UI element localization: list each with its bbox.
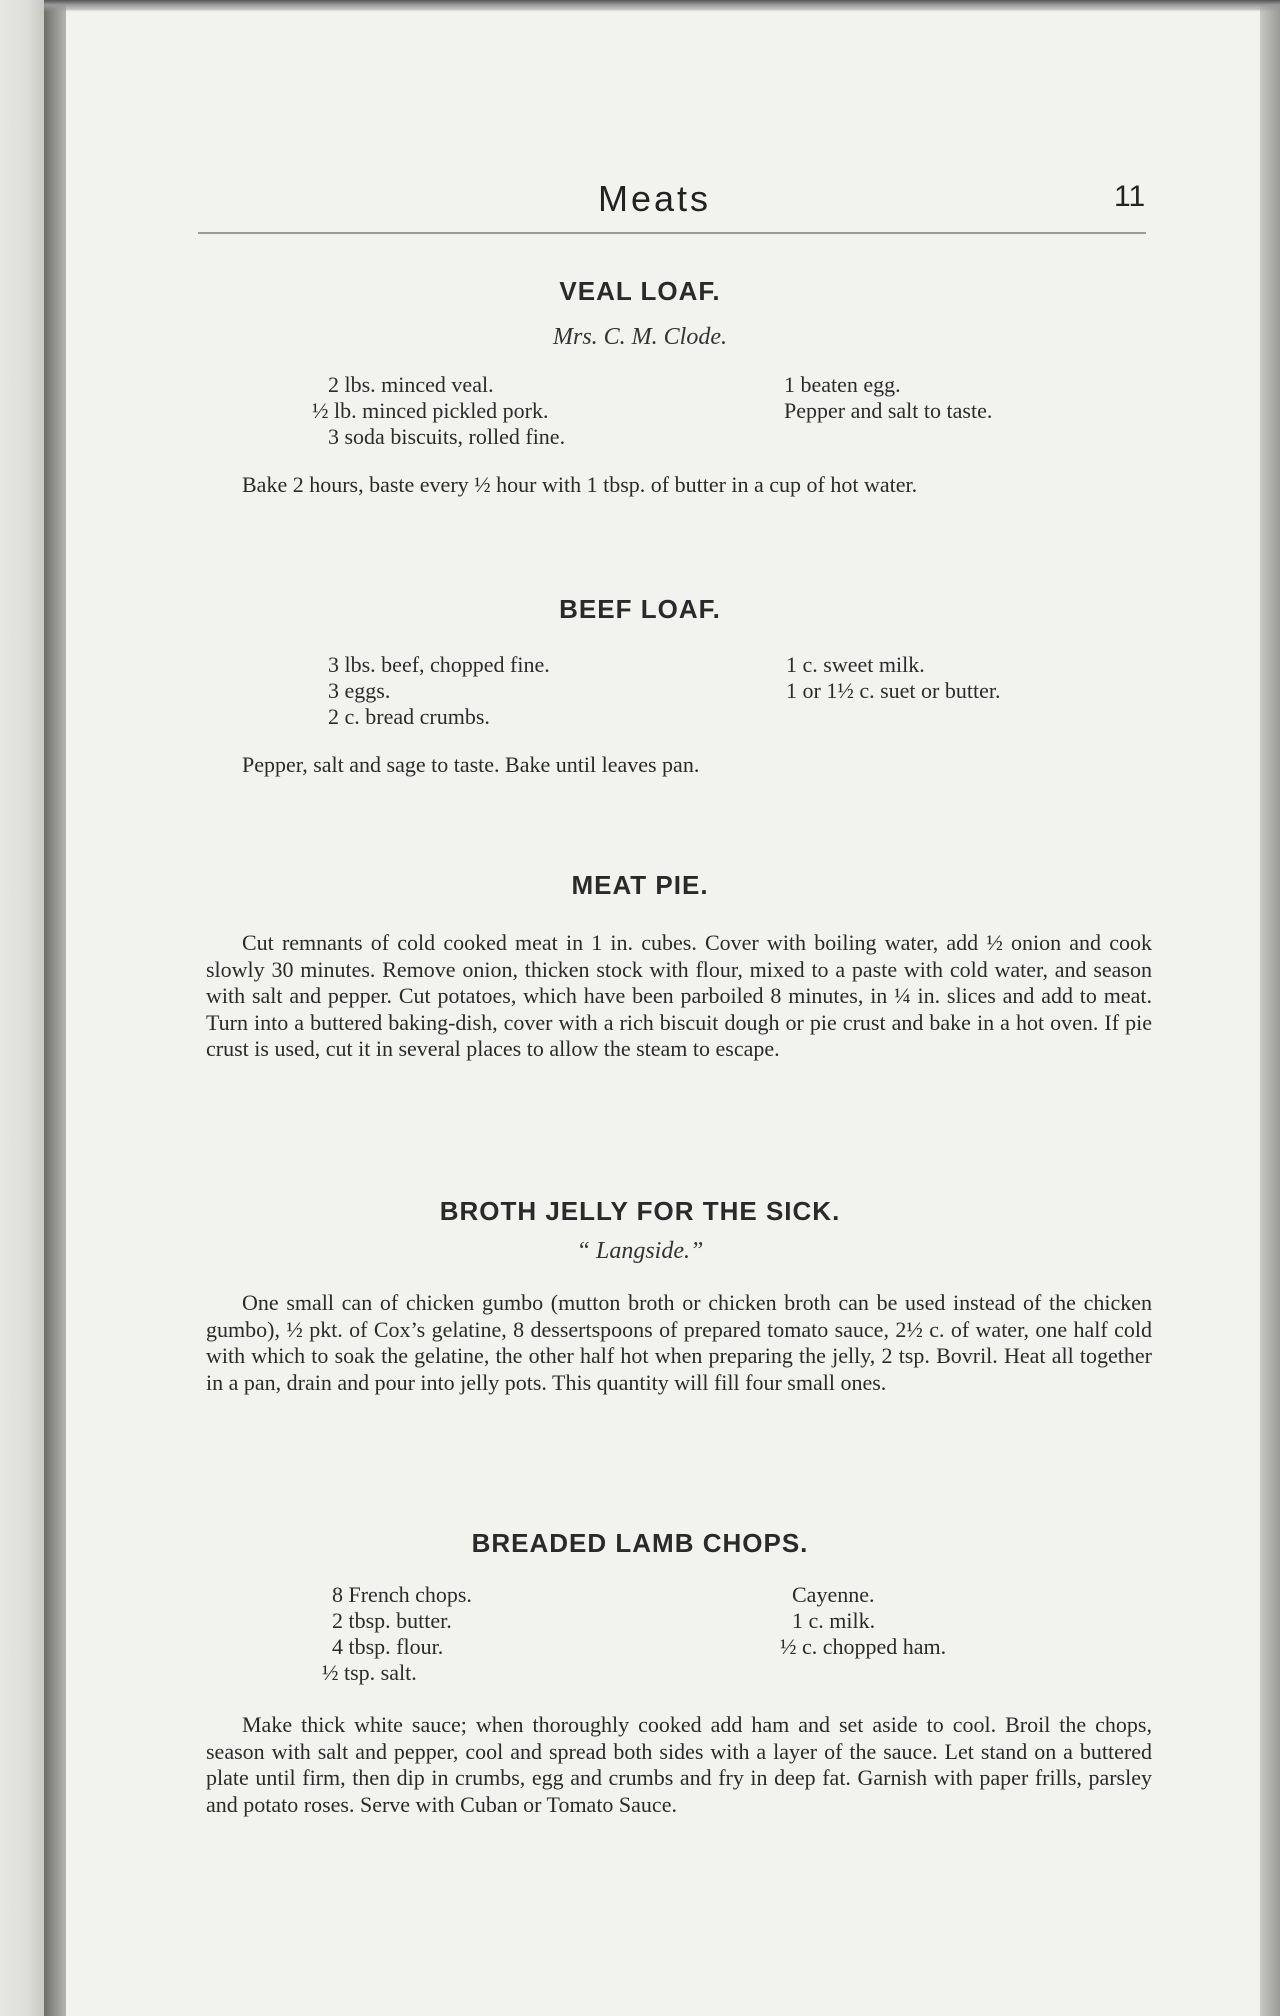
recipe-title-beef-loaf: BEEF LOAF. [559,594,721,624]
ingredient: Cayenne. [792,1582,875,1607]
top-shadow [44,0,1280,12]
ingredient: 3 eggs. [328,678,391,703]
ingredient: 2 c. bread crumbs. [328,704,490,729]
ingredient: 2 tbsp. butter. [332,1608,452,1633]
recipe-byline-veal-loaf: Mrs. C. M. Clode. [553,324,727,350]
ingredient: 4 tbsp. flour. [332,1634,444,1659]
recipe-directions-beef-loaf: Pepper, salt and sage to taste. Bake until leaves pan. [242,752,700,777]
recipe-byline-broth-jelly: “ Langside.” [576,1238,704,1264]
page-number: 11 [1114,180,1146,213]
recipe-directions-veal-loaf: Bake 2 hours, baste every ½ hour with 1 tbsp. of butter in a cup of hot water. [242,472,918,497]
ingredient: 1 c. milk. [792,1608,876,1633]
ingredient: ½ lb. minced pickled pork. [312,398,549,423]
ingredient: 1 c. sweet milk. [786,652,925,677]
recipe-directions-breaded-lamb-chops: Make thick white sauce; when thoroughly cooked add ham and set aside to cool. Broil the chops, season with salt and pepper, cool and spread both sides with a layer of the sauce. Let stand on a buttered plate until firm, then dip in crumbs, egg and crumbs and fry in deep fat. Garnish with paper frills, parsley and potato roses. Serve with Cuban or Tomato Sauce. [206,1712,1152,1817]
ingredient: 3 soda biscuits, rolled fine. [328,424,566,449]
recipe-title-veal-loaf: VEAL LOAF. [559,276,721,306]
ingredient: 1 or 1½ c. suet or butter. [786,678,1001,703]
ingredient: ½ c. chopped ham. [780,1634,947,1659]
recipe-directions-broth-jelly: One small can of chicken gumbo (mutton broth or chicken broth can be used instead of the chicken gumbo), ½ pkt. of Cox’s gelatine, 8 dessertspoons of prepared tomato sauce, 2½ c. of water, one half cold with which to soak the gelatine, the other half hot when preparing the jelly, 2 tsp. Bovril. Heat all together in a pan, drain and pour into jelly pots. This quantity will fill four small ones. [206,1290,1152,1395]
running-head: Meats [598,178,712,219]
recipe-title-broth-jelly: BROTH JELLY FOR THE SICK. [439,1196,841,1226]
recipe-directions-meat-pie: Cut remnants of cold cooked meat in 1 in. cubes. Cover with boiling water, add ½ onion and cook slowly 30 minutes. Remove onion, thicken stock with flour, mixed to a paste with cold water, and season with salt and pepper. Cut potatoes, which have been parboiled 8 minutes, in ¼ in. slices and add to meat. Turn into a buttered baking-dish, cover with a rich biscuit dough or pie crust and bake in a hot oven. If pie crust is used, cut it in several places to allow the steam to escape. [206,930,1152,1061]
recipe-title-meat-pie: MEAT PIE. [571,870,709,900]
recipe-title-breaded-lamb-chops: BREADED LAMB CHOPS. [471,1528,809,1558]
ingredient: 2 lbs. minced veal. [328,372,494,397]
ingredient: 1 beaten egg. [784,372,901,397]
ingredient: Pepper and salt to taste. [784,398,993,423]
ingredient: ½ tsp. salt. [322,1660,417,1685]
ingredient: 8 French chops. [332,1582,472,1607]
header-rule [198,232,1146,234]
ingredient: 3 lbs. beef, chopped fine. [328,652,550,677]
